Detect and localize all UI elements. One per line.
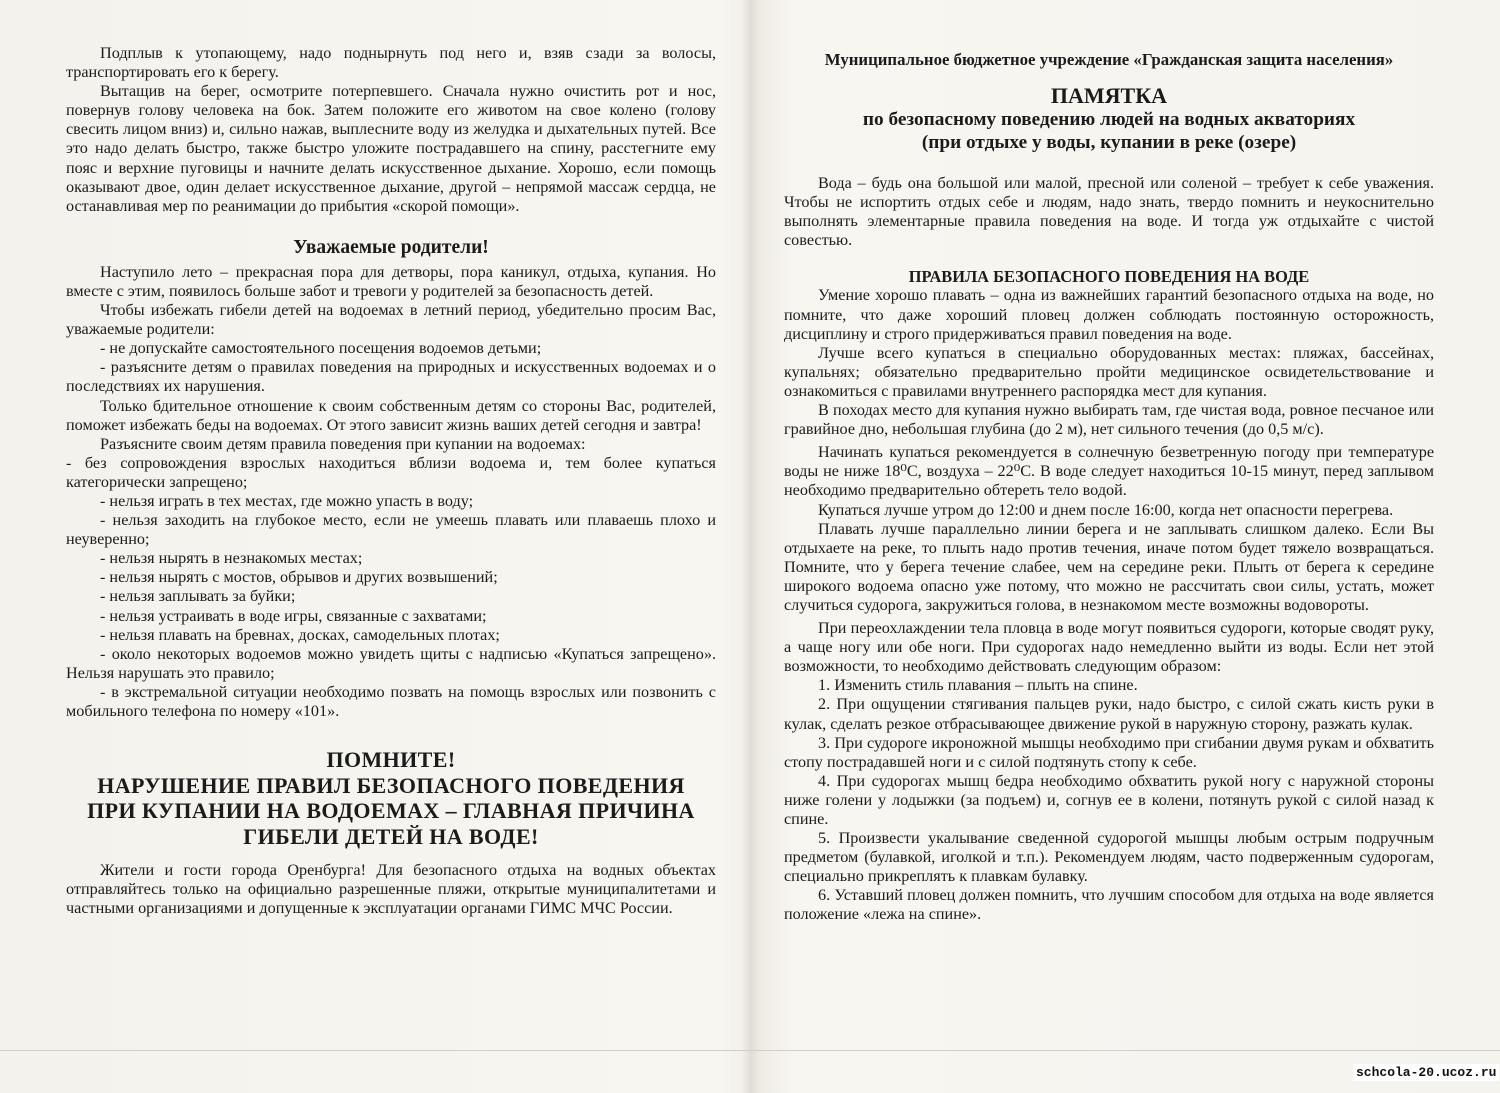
cramp-step: 4. При судорогах мышц бедра необходимо обхватить рукой ногу с наружной стороны ниже голени у лодыжки (за подъем) и, согнув ее в колени, потянуть рукой с силой назад к спине. (784, 771, 1434, 828)
rules-paragraph: В походах место для купания нужно выбирать там, где чистая вода, ровное песчаное или гравийное дно, небольшая глубина (до 2 м), нет сильного течения (до 0,5 м/с). (784, 401, 1434, 439)
rule-list-item: - в экстремальной ситуации необходимо позвать на помощь взрослых или позвонить с мобильного телефона по номеру «101». (66, 682, 716, 720)
parents-list-item: - разъясните детям о правилах поведения на природных и искусственных водоемах и о последствиях их нарушения. (66, 358, 716, 396)
memo-title: ПАМЯТКА (1050, 83, 1168, 108)
parents-paragraph: Наступило лето – прекрасная пора для детворы, пора каникул, отдыха, купания. Но вместе с этим, появилось больше забот и тревоги у родителей за безопасность детей. (66, 262, 716, 300)
remember-heading: ПОМНИТЕ! (326, 747, 456, 773)
left-page (66, 44, 716, 918)
page-bottom-edge (0, 1050, 1500, 1051)
rule-list-item: - без сопровождения взрослых находиться вблизи водоема и, тем более купаться категорически запрещено; (66, 453, 716, 491)
parents-heading: Уважаемые родители! (293, 236, 489, 258)
rules-paragraph: Плавать лучше параллельно линии берега и не заплывать слишком далеко. Если Вы отдыхаете на реке, то плыть надо против течения, иначе потом будет тяжело возвращаться. Помните, что у берега течение слабее, чем на середине реки. Плыть от берега к середине широкого водоема опасно уже потому, что можно не рассчитать свои силы, устать, может случиться судорога, закружиться голова, в незнакомом месте возможны водовороты. (784, 519, 1434, 614)
rules-paragraph: Начинать купаться рекомендуется в солнечную безветренную погоду при температуре воды не ниже 18⁰С, воздуха – 22⁰С. В воде следует находиться 10-15 минут, перед заплывом необходимо предварительно обтереть тело водой. (784, 443, 1434, 500)
rules-paragraph: Умение хорошо плавать – одна из важнейших гарантий безопасного отдыха на воде, но помните, что даже хороший пловец должен соблюдать постоянную осторожность, дисциплину и строго придерживаться правил поведения на воде. (784, 286, 1434, 343)
rule-list-item: - нельзя нырять в незнакомых местах; (100, 549, 363, 568)
parents-paragraph: Только бдительное отношение к своим собственным детям со стороны Вас, родителей, поможет избежать беды на водоемах. От этого зависит жизнь ваших детей сегодня и завтра! (66, 396, 716, 434)
cramp-step: 5. Произвести укалывание сведенной судорогой мышцы любым острым подручным предметом (булавкой, иголкой и т.п.). Рекомендуем людям, часто подверженным судорогам, специально прикреплять к плавкам булавку. (784, 829, 1434, 886)
cramp-step: 3. При судороге икроножной мышцы необходимо при сгибании двумя рукам и обхватить стопу пострадавшей ноги и с силой подтянуть стопу к себе. (784, 733, 1434, 771)
memo-subtitle-line-1: по безопасному поведению людей на водных акваториях (862, 109, 1356, 130)
site-watermark: schcola-20.ucoz.ru (1353, 1064, 1499, 1081)
rule-list-item: - нельзя заходить на глубокое место, если не умеешь плавать или плаваешь плохо и неуверенно; (66, 511, 716, 549)
organization-name: Муниципальное бюджетное учреждение «Гражданская защита населения» (824, 50, 1394, 69)
rescue-paragraph-2: Вытащив на берег, осмотрите потерпевшего. Сначала нужно очистить рот и нос, повернув голову человека на бок. Затем положите его животом на свое колено (голову свесить лицом вниз) и, сильно нажав, выплесните воду из желудка и дыхательных путей. Все это надо делать быстро, также быстро уложите пострадавшего на спину, расстегните ему пояс и верхние пуговицы и начните делать искусственное дыхание. Хорошо, если помощь оказывают двое, один делает искусственное дыхание, другой – непрямой массаж сердца, не останавливая мер по реанимации до прибытия «скорой помощи». (66, 82, 716, 215)
rescue-paragraph-1: Подплыв к утопающему, надо поднырнуть под него и, взяв сзади за волосы, транспортировать его к берегу. (66, 44, 716, 82)
parents-paragraph: Разъясните своим детям правила поведения при купании на водоемах: (100, 434, 586, 453)
cramp-step: 2. При ощущении стягивания пальцев руки, надо быстро, с силой сжать кисть руки в кулак, сделать резкое отбрасывающее движение рукой в наружную сторону, разжать кулак. (784, 695, 1434, 733)
rule-list-item: - нельзя играть в тех местах, где можно упасть в воду; (100, 491, 474, 510)
rule-list-item: - нельзя плавать на бревнах, досках, самодельных плотах; (100, 625, 500, 644)
cramp-step: 1. Изменить стиль плавания – плыть на спине. (818, 676, 1138, 695)
intro-paragraph: Вода – будь она большой или малой, пресной или соленой – требует к себе уважения. Чтобы не испортить отдых себе и людям, надо знать, твердо помнить и неукоснительно выполнять элементарные правила поведения на воде. И тогда уж отдыхайте с чистой совестью. (784, 174, 1434, 250)
parents-paragraph: Чтобы избежать гибели детей на водоемах в летний период, убедительно просим Вас, уважаемые родители: (66, 301, 716, 339)
rules-paragraph: При переохлаждении тела пловца в воде могут появиться судороги, которые сводят руку, а чаще ногу или обе ноги. При судорогах надо немедленно выйти из воды. Если нет этой возможности, то необходимо действовать следующим образом: (784, 619, 1434, 676)
rule-list-item: - нельзя заплывать за буйки; (100, 587, 296, 606)
remember-warning: НАРУШЕНИЕ ПРАВИЛ БЕЗОПАСНОГО ПОВЕДЕНИЯ ПРИ КУПАНИИ НА ВОДОЕМАХ – ГЛАВНАЯ ПРИЧИНА ГИБЕЛИ ДЕТЕЙ НА ВОДЕ! (87, 772, 695, 849)
right-page (784, 50, 1434, 925)
cramp-step: 6. Уставший пловец должен помнить, что лучшим способом для отдыха на воде является положение «лежа на спине». (784, 886, 1434, 924)
rules-paragraph: Лучше всего купаться в специально оборудованных местах: пляжах, бассейнах, купальнях; обязательно предварительно пройти медицинское освидетельствование и ознакомиться с правилами внутреннего распорядка мест для купания. (784, 343, 1434, 400)
rules-heading: ПРАВИЛА БЕЗОПАСНОГО ПОВЕДЕНИЯ НА ВОДЕ (908, 267, 1310, 287)
parents-list-item: - не допускайте самостоятельного посещения водоемов детьми; (100, 339, 542, 358)
rule-list-item: - нельзя устраивать в воде игры, связанные с захватами; (100, 606, 487, 625)
rule-list-item: - около некоторых водоемов можно увидеть щиты с надписью «Купаться запрещено». Нельзя нарушать это правило; (66, 644, 716, 682)
rules-paragraph: Купаться лучше утром до 12:00 и днем после 16:00, когда нет опасности перегрева. (818, 500, 1394, 519)
memo-subtitle-line-2: (при отдыхе у воды, купании в реке (озере) (921, 132, 1297, 153)
page-fold (742, 0, 760, 1093)
rule-list-item: - нельзя нырять с мостов, обрывов и других возвышений; (100, 568, 498, 587)
residents-paragraph: Жители и гости города Оренбурга! Для безопасного отдыха на водных объектах отправляйтесь только на официально разрешенные пляжи, открытые муниципалитетами и частными организациями и допущенные к эксплуатации органами ГИМС МЧС России. (66, 861, 716, 918)
